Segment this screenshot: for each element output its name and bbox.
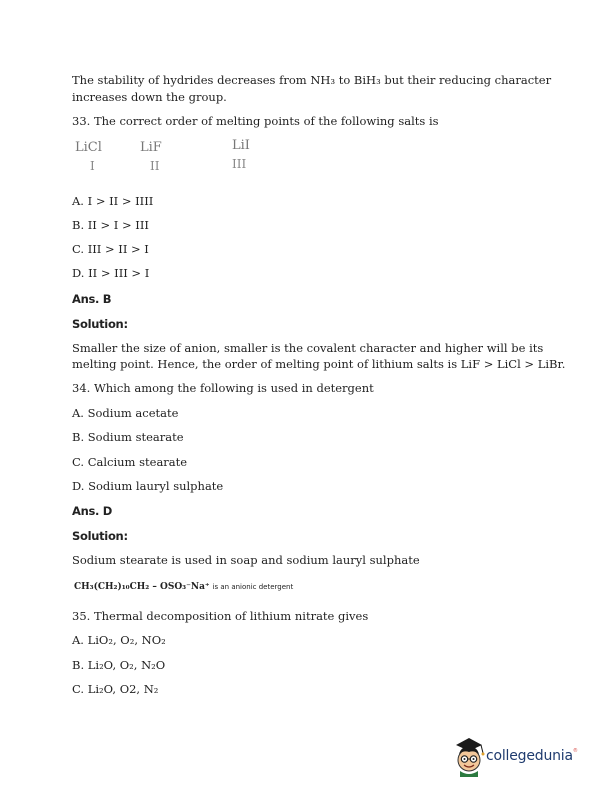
- salt-formula: LiI: [232, 138, 250, 153]
- salt-formula: LiF: [140, 140, 162, 155]
- answer: Ans. D: [72, 504, 113, 518]
- option-d: D. II > III > I: [72, 266, 150, 280]
- salt-numeral: I: [90, 159, 95, 173]
- salt-numeral: II: [150, 159, 160, 173]
- logo-text: collegedunia: [486, 748, 573, 764]
- option-c: C. Calcium stearate: [72, 455, 188, 469]
- option-b: B. Li₂O, O₂, N₂O: [72, 658, 166, 672]
- solution-text: melting point. Hence, the order of melting point of lithium salts is LiF > LiCl > LiBr.: [72, 357, 566, 371]
- logo-wordmark: [486, 748, 578, 764]
- logo-tm: ®: [572, 748, 578, 754]
- option-a: A. Sodium acetate: [72, 406, 179, 420]
- option-a: A. I > II > IIII: [72, 194, 154, 208]
- option-d: D. Sodium lauryl sulphate: [72, 479, 224, 493]
- question-33: 33. The correct order of melting points of the following salts is: [72, 114, 439, 128]
- solution-label: Solution:: [72, 317, 128, 331]
- answer: Ans. B: [72, 292, 112, 306]
- solution-text: Smaller the size of anion, smaller is the covalent character and higher will be its: [72, 341, 544, 355]
- option-c: C. Li₂O, O2, N₂: [72, 682, 159, 696]
- intro-line-2: increases down the group.: [72, 90, 227, 104]
- question-35: 35. Thermal decomposition of lithium nitrate gives: [72, 609, 369, 623]
- option-c: C. III > II > I: [72, 242, 149, 256]
- solution-label: Solution:: [72, 529, 128, 543]
- formula-note: is an anionic detergent: [212, 583, 294, 591]
- graduate-mascot-icon: [452, 733, 486, 777]
- detergent-formula: [74, 581, 293, 593]
- option-b: B. Sodium stearate: [72, 430, 184, 444]
- option-b: B. II > I > III: [72, 218, 149, 232]
- option-a: A. LiO₂, O₂, NO₂: [72, 633, 166, 647]
- question-34: 34. Which among the following is used in detergent: [72, 381, 374, 395]
- intro-line-1: The stability of hydrides decreases from NH₃ to BiH₃ but their reducing character: [72, 73, 552, 87]
- solution-text: Sodium stearate is used in soap and sodium lauryl sulphate: [72, 553, 420, 567]
- salt-numeral: III: [232, 157, 247, 171]
- salt-formula: LiCl: [75, 140, 102, 155]
- formula-text: CH₃(CH₂)₁₀CH₂ – OSO₃⁻Na⁺: [74, 582, 210, 592]
